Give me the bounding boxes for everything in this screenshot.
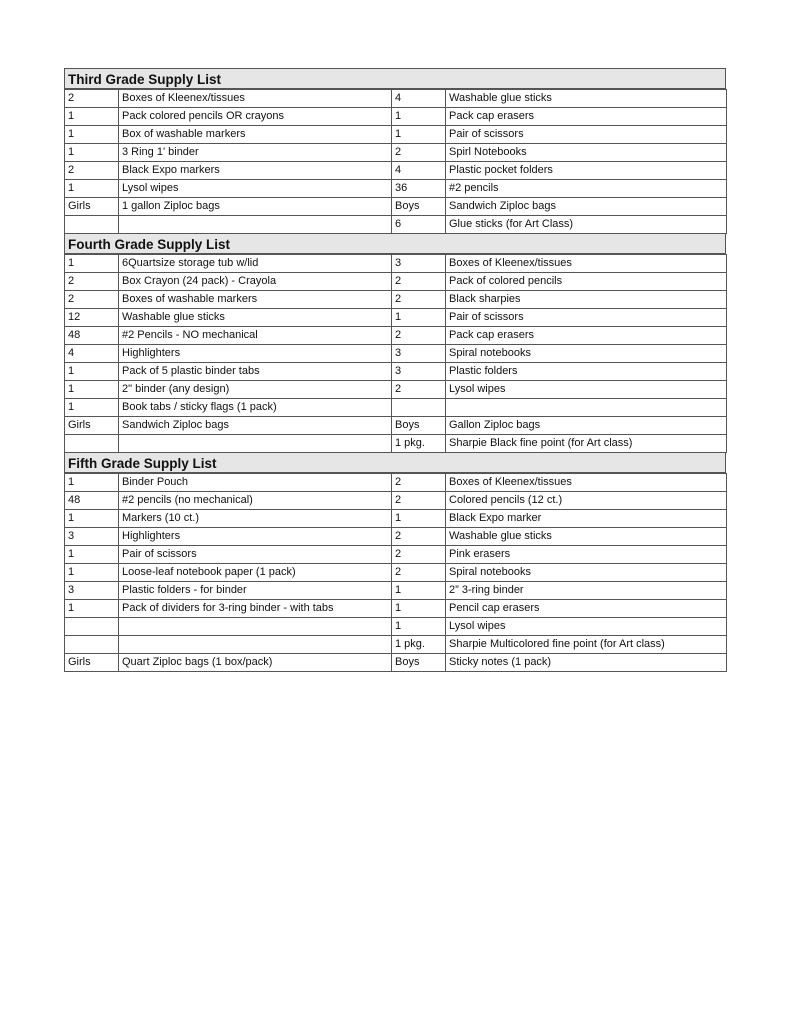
quantity-cell: 4 xyxy=(392,162,446,180)
item-cell: Black sharpies xyxy=(446,291,727,309)
item-cell: Pair of scissors xyxy=(119,546,392,564)
quantity-cell: 2 xyxy=(392,291,446,309)
item-cell: Pack of colored pencils xyxy=(446,273,727,291)
quantity-cell: 2 xyxy=(392,273,446,291)
supply-table xyxy=(64,473,727,672)
item-cell: Pack of 5 plastic binder tabs xyxy=(119,363,392,381)
quantity-cell: 2 xyxy=(392,492,446,510)
quantity-cell: 1 xyxy=(392,126,446,144)
table-row xyxy=(65,108,727,126)
item-cell: Spiral notebooks xyxy=(446,564,727,582)
table-row xyxy=(65,144,727,162)
quantity-cell: 1 xyxy=(65,126,119,144)
table-row xyxy=(65,417,727,435)
quantity-cell: Boys xyxy=(392,198,446,216)
quantity-cell: 2 xyxy=(392,546,446,564)
quantity-cell: Boys xyxy=(392,654,446,672)
quantity-cell: 1 xyxy=(65,180,119,198)
item-cell: Plastic folders xyxy=(446,363,727,381)
item-cell: Gallon Ziploc bags xyxy=(446,417,727,435)
item-cell: Washable glue sticks xyxy=(446,90,727,108)
item-cell: Pencil cap erasers xyxy=(446,600,727,618)
quantity-cell xyxy=(65,216,119,234)
quantity-cell: 1 xyxy=(392,309,446,327)
quantity-cell xyxy=(392,399,446,417)
quantity-cell: 4 xyxy=(65,345,119,363)
item-cell: Pair of scissors xyxy=(446,309,727,327)
quantity-cell: 36 xyxy=(392,180,446,198)
item-cell xyxy=(119,435,392,453)
quantity-cell: 3 xyxy=(65,582,119,600)
item-cell: Glue sticks (for Art Class) xyxy=(446,216,727,234)
quantity-cell xyxy=(65,636,119,654)
item-cell: Book tabs / sticky flags (1 pack) xyxy=(119,399,392,417)
item-cell: 2" binder (any design) xyxy=(119,381,392,399)
table-row xyxy=(65,636,727,654)
table-row xyxy=(65,216,727,234)
item-cell: Lysol wipes xyxy=(119,180,392,198)
table-row xyxy=(65,564,727,582)
item-cell: Spiral notebooks xyxy=(446,345,727,363)
item-cell: Box of washable markers xyxy=(119,126,392,144)
table-row xyxy=(65,273,727,291)
item-cell: Spirl Notebooks xyxy=(446,144,727,162)
item-cell: Sandwich Ziploc bags xyxy=(446,198,727,216)
item-cell xyxy=(119,618,392,636)
quantity-cell: 1 xyxy=(65,255,119,273)
table-row xyxy=(65,327,727,345)
table-row xyxy=(65,474,727,492)
quantity-cell xyxy=(65,618,119,636)
item-cell: 6Quartsize storage tub w/lid xyxy=(119,255,392,273)
item-cell: 3 Ring 1' binder xyxy=(119,144,392,162)
item-cell: Loose-leaf notebook paper (1 pack) xyxy=(119,564,392,582)
quantity-cell: 2 xyxy=(65,273,119,291)
quantity-cell: 1 pkg. xyxy=(392,636,446,654)
item-cell: 1 gallon Ziploc bags xyxy=(119,198,392,216)
item-cell: Boxes of washable markers xyxy=(119,291,392,309)
quantity-cell: 2 xyxy=(392,327,446,345)
section-title: Fourth Grade Supply List xyxy=(64,233,726,254)
section-title: Third Grade Supply List xyxy=(64,68,726,89)
table-row xyxy=(65,126,727,144)
quantity-cell: Boys xyxy=(392,417,446,435)
item-cell: Sharpie Multicolored fine point (for Art class) xyxy=(446,636,727,654)
table-row xyxy=(65,654,727,672)
item-cell: Lysol wipes xyxy=(446,381,727,399)
quantity-cell: 1 xyxy=(65,399,119,417)
table-row xyxy=(65,255,727,273)
table-row xyxy=(65,90,727,108)
quantity-cell: 12 xyxy=(65,309,119,327)
item-cell: #2 pencils (no mechanical) xyxy=(119,492,392,510)
table-row xyxy=(65,600,727,618)
quantity-cell: 2 xyxy=(392,381,446,399)
item-cell: 2” 3-ring binder xyxy=(446,582,727,600)
quantity-cell: 1 xyxy=(392,600,446,618)
item-cell: Binder Pouch xyxy=(119,474,392,492)
item-cell: Pack of dividers for 3-ring binder - with tabs xyxy=(119,600,392,618)
table-row xyxy=(65,291,727,309)
quantity-cell: 1 xyxy=(65,108,119,126)
table-row xyxy=(65,546,727,564)
item-cell xyxy=(446,399,727,417)
table-row xyxy=(65,198,727,216)
item-cell: #2 Pencils - NO mechanical xyxy=(119,327,392,345)
quantity-cell: 4 xyxy=(392,90,446,108)
item-cell: Highlighters xyxy=(119,345,392,363)
item-cell: Pair of scissors xyxy=(446,126,727,144)
item-cell: Plastic folders - for binder xyxy=(119,582,392,600)
item-cell: Boxes of Kleenex/tissues xyxy=(446,255,727,273)
quantity-cell: Girls xyxy=(65,417,119,435)
quantity-cell: 1 xyxy=(65,363,119,381)
quantity-cell: 1 xyxy=(65,474,119,492)
quantity-cell: 2 xyxy=(65,162,119,180)
quantity-cell: 1 xyxy=(65,546,119,564)
item-cell: Markers (10 ct.) xyxy=(119,510,392,528)
table-row xyxy=(65,399,727,417)
quantity-cell: 3 xyxy=(392,255,446,273)
quantity-cell: 1 xyxy=(392,510,446,528)
item-cell: Boxes of Kleenex/tissues xyxy=(446,474,727,492)
quantity-cell: 1 xyxy=(65,381,119,399)
supply-table xyxy=(64,89,727,234)
item-cell: Plastic pocket folders xyxy=(446,162,727,180)
quantity-cell: 3 xyxy=(392,363,446,381)
quantity-cell: 1 xyxy=(392,582,446,600)
item-cell: Lysol wipes xyxy=(446,618,727,636)
item-cell: Sharpie Black fine point (for Art class) xyxy=(446,435,727,453)
item-cell: Sandwich Ziploc bags xyxy=(119,417,392,435)
quantity-cell: 6 xyxy=(392,216,446,234)
table-row xyxy=(65,162,727,180)
table-row xyxy=(65,381,727,399)
item-cell: Boxes of Kleenex/tissues xyxy=(119,90,392,108)
quantity-cell: 2 xyxy=(392,528,446,546)
table-row xyxy=(65,180,727,198)
fourth-grade-section xyxy=(64,233,726,453)
table-row xyxy=(65,528,727,546)
item-cell: Colored pencils (12 ct.) xyxy=(446,492,727,510)
quantity-cell: 1 xyxy=(65,600,119,618)
item-cell: Box Crayon (24 pack) - Crayola xyxy=(119,273,392,291)
table-row xyxy=(65,492,727,510)
item-cell: #2 pencils xyxy=(446,180,727,198)
item-cell: Washable glue sticks xyxy=(446,528,727,546)
item-cell: Sticky notes (1 pack) xyxy=(446,654,727,672)
quantity-cell: 2 xyxy=(392,144,446,162)
third-grade-section xyxy=(64,68,726,234)
quantity-cell: 48 xyxy=(65,327,119,345)
quantity-cell: 48 xyxy=(65,492,119,510)
quantity-cell: 1 pkg. xyxy=(392,435,446,453)
item-cell: Highlighters xyxy=(119,528,392,546)
table-row xyxy=(65,510,727,528)
item-cell: Black Expo markers xyxy=(119,162,392,180)
item-cell: Washable glue sticks xyxy=(119,309,392,327)
fifth-grade-section xyxy=(64,452,726,672)
table-row xyxy=(65,363,727,381)
item-cell: Pack cap erasers xyxy=(446,327,727,345)
quantity-cell: 2 xyxy=(392,474,446,492)
section-title: Fifth Grade Supply List xyxy=(64,452,726,473)
quantity-cell: Girls xyxy=(65,198,119,216)
quantity-cell: 1 xyxy=(65,144,119,162)
quantity-cell: 3 xyxy=(392,345,446,363)
quantity-cell: 1 xyxy=(392,618,446,636)
item-cell xyxy=(119,636,392,654)
table-row xyxy=(65,435,727,453)
item-cell: Pack cap erasers xyxy=(446,108,727,126)
table-row xyxy=(65,618,727,636)
item-cell: Pink erasers xyxy=(446,546,727,564)
quantity-cell: 2 xyxy=(65,291,119,309)
quantity-cell: 2 xyxy=(65,90,119,108)
quantity-cell: 3 xyxy=(65,528,119,546)
table-row xyxy=(65,582,727,600)
quantity-cell xyxy=(65,435,119,453)
quantity-cell: Girls xyxy=(65,654,119,672)
supply-list-sheet xyxy=(64,69,726,672)
supply-table xyxy=(64,254,727,453)
quantity-cell: 1 xyxy=(65,510,119,528)
table-row xyxy=(65,309,727,327)
table-row xyxy=(65,345,727,363)
quantity-cell: 1 xyxy=(392,108,446,126)
item-cell: Black Expo marker xyxy=(446,510,727,528)
item-cell: Quart Ziploc bags (1 box/pack) xyxy=(119,654,392,672)
quantity-cell: 2 xyxy=(392,564,446,582)
quantity-cell: 1 xyxy=(65,564,119,582)
item-cell xyxy=(119,216,392,234)
item-cell: Pack colored pencils OR crayons xyxy=(119,108,392,126)
